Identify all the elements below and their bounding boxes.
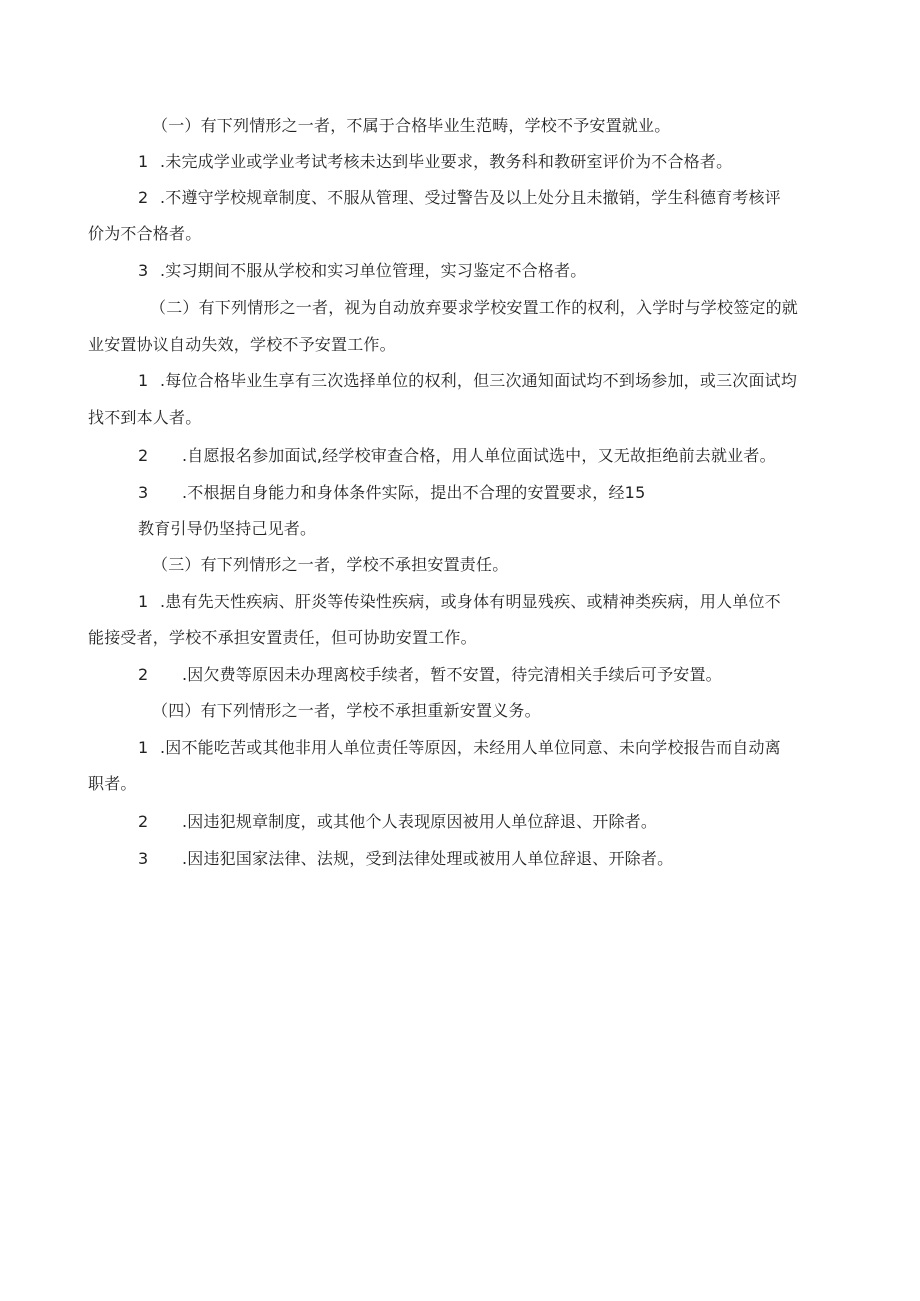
- item-number: 2: [138, 446, 149, 465]
- item-number: 2: [138, 188, 149, 207]
- section-2-item-3-continuation: 教育引导仍坚持己见者。: [138, 519, 317, 538]
- item-text: .自愿报名参加面试,经学校审查合格，用人单位面试选中，又无故拒绝前去就业者。: [182, 446, 776, 465]
- section-2-item-2: [138, 446, 776, 466]
- section-3-item-2: [138, 665, 722, 685]
- section-3-heading: （三）有下列情形之一者，学校不承担安置责任。: [152, 555, 509, 574]
- item-text: .因欠费等原因未办理离校手续者，暂不安置，待完清相关手续后可予安置。: [182, 665, 722, 684]
- section-1-heading: （一）有下列情形之一者，不属于合格毕业生范畴，学校不予安置就业。: [152, 116, 671, 135]
- section-4-heading: （四）有下列情形之一者，学校不承担重新安置义务。: [152, 701, 541, 720]
- section-4-item-1: [138, 738, 781, 758]
- item-number: 1: [138, 592, 149, 611]
- item-text: .实习期间不服从学校和实习单位管理，实习鉴定不合格者。: [160, 261, 587, 280]
- section-4-item-2: [138, 812, 657, 832]
- item-number: 1: [138, 152, 149, 171]
- item-text: .未完成学业或学业考试考核未达到毕业要求，教务科和教研室评价为不合格者。: [160, 152, 733, 171]
- item-text: .患有先天性疾病、肝炎等传染性疾病，或身体有明显残疾、或精神类疾病，用人单位不: [160, 592, 781, 611]
- item-number: 3: [138, 261, 149, 280]
- item-text: .不根据自身能力和身体条件实际，提出不合理的安置要求，经15: [182, 483, 646, 502]
- section-1-item-2: [138, 188, 781, 208]
- section-3-item-1: [138, 592, 781, 612]
- item-text: .因不能吃苦或其他非用人单位责任等原因，未经用人单位同意、未向学校报告而自动离: [160, 738, 781, 757]
- item-text: .不遵守学校规章制度、不服从管理、受过警告及以上处分且未撤销，学生科德育考核评: [160, 188, 781, 207]
- section-2-item-1: [138, 371, 797, 391]
- item-text: .因违犯国家法律、法规，受到法律处理或被用人单位辞退、开除者。: [182, 849, 674, 868]
- section-2-heading: （二）有下列情形之一者，视为自动放弃要求学校安置工作的权利，入学时与学校签定的就: [150, 298, 799, 317]
- section-4-item-3: [138, 849, 673, 869]
- item-number: 3: [138, 483, 149, 502]
- section-2-item-3: [138, 483, 645, 503]
- item-number: 1: [138, 371, 149, 390]
- item-text: .每位合格毕业生享有三次选择单位的权利，但三次通知面试均不到场参加，或三次面试均: [160, 371, 798, 390]
- item-number: 2: [138, 665, 149, 684]
- section-1-item-2-continuation: 价为不合格者。: [88, 224, 202, 243]
- section-2-item-1-continuation: 找不到本人者。: [88, 408, 202, 427]
- section-1-item-1: [138, 152, 732, 172]
- item-number: 1: [138, 738, 149, 757]
- item-number: 2: [138, 812, 149, 831]
- section-3-item-1-continuation: 能接受者，学校不承担安置责任，但可协助安置工作。: [88, 628, 477, 647]
- section-2-heading-continuation: 业安置协议自动失效，学校不予安置工作。: [88, 335, 396, 354]
- section-4-item-1-continuation: 职者。: [88, 774, 137, 793]
- item-number: 3: [138, 849, 149, 868]
- section-1-item-3: [138, 261, 587, 281]
- item-text: .因违犯规章制度，或其他个人表现原因被用人单位辞退、开除者。: [182, 812, 658, 831]
